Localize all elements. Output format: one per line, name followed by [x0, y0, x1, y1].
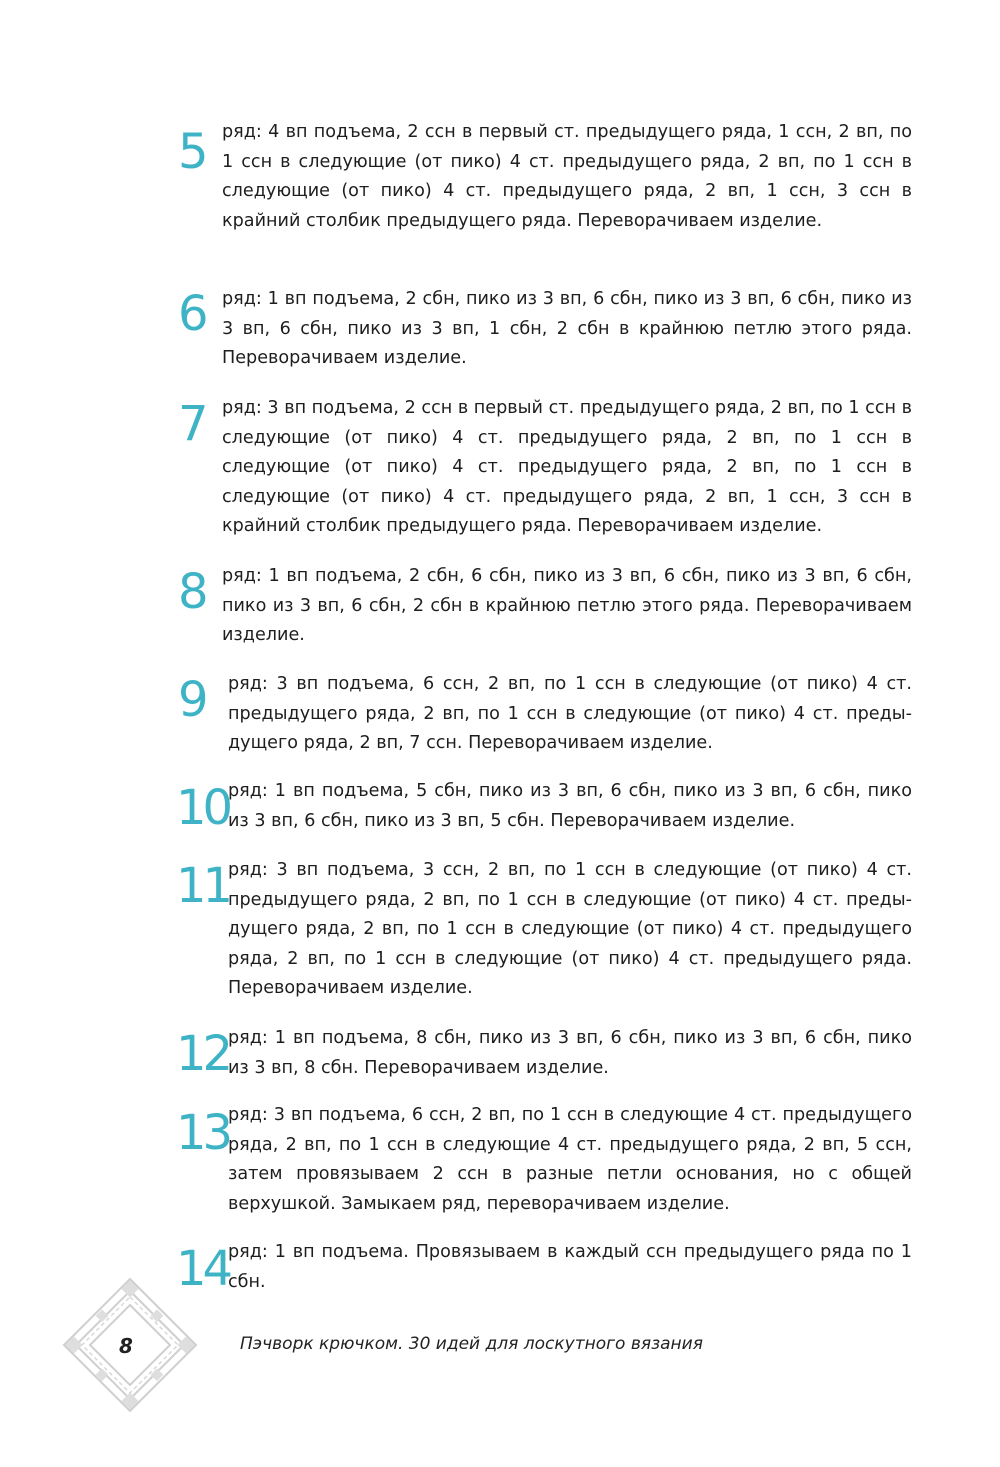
row-number: 12	[176, 1026, 230, 1082]
row-number: 11	[176, 858, 230, 914]
book-title: Пэчворк крючком. 30 идей для лоскутного вязания	[240, 1334, 703, 1354]
page-number: 8	[119, 1334, 133, 1358]
row-number: 10	[176, 780, 230, 836]
row-instructions: ряд: 1 вп подъема. Провязываем в каждый ссн предыдущего ряда по 1 сбн.	[228, 1242, 912, 1292]
row-number: 7	[178, 396, 205, 452]
row-number: 13	[176, 1105, 230, 1161]
row-instructions: ряд: 1 вп подъема, 5 сбн, пико из 3 вп, 6 сбн, пико из 3 вп, 6 сбн, пико из 3 вп, 6 сбн, пико из 3 вп, 5 сбн. Переворачиваем изделие.	[228, 781, 912, 831]
row-instructions: ряд: 3 вп подъема, 6 ссн, 2 вп, по 1 ссн в следующие (от пико) 4 ст. предыдущего ряда, 2 вп, по 1 ссн в следующие (от пико) 4 ст. предыдущего ряда, 2 вп, 7 ссн. Переворачиваем изделие.	[228, 674, 912, 753]
row-number: 5	[178, 124, 205, 180]
row-number: 9	[178, 672, 205, 728]
row-instructions: ряд: 1 вп подъема, 8 сбн, пико из 3 вп, 6 сбн, пико из 3 вп, 6 сбн, пико из 3 вп, 8 сбн. Переворачиваем изделие.	[228, 1028, 912, 1078]
row-number: 8	[178, 564, 205, 620]
row-instructions: ряд: 3 вп подъема, 6 ссн, 2 вп, по 1 ссн в следующие 4 ст. предыдущего ряда, 2 вп, по 1 ссн в следующие 4 ст. предыдущего ряда, 2 вп, 5 ссн, затем провязываем 2 ссн в разные петли основания, но с общей верхушкой. Замыкаем ряд, переворачиваем изделие.	[228, 1105, 912, 1214]
row-instructions: ряд: 1 вп подъема, 2 сбн, 6 сбн, пико из 3 вп, 6 сбн, пико из 3 вп, 6 сбн, пико из 3 вп, 6 сбн, 2 сбн в крайнюю петлю этого ряда. Переворачиваем изделие.	[222, 566, 912, 645]
row-instructions: ряд: 3 вп подъема, 3 ссн, 2 вп, по 1 ссн в следующие (от пико) 4 ст. предыдущего ряда, 2 вп, по 1 ссн в следующие (от пико) 4 ст. предыдущего ряда, 2 вп, по 1 ссн в следующие (от пико) 4 ст. предыдущего ряда, 2 вп, по 1 ссн в следующие (от пико) 4 ст. предыдущего ряда. Переворачиваем изделие.	[228, 860, 912, 998]
row-instructions: ряд: 3 вп подъема, 2 ссн в первый ст. предыдущего ряда, 2 вп, по 1 ссн в следующие (от пико) 4 ст. предыдущего ряда, 2 вп, по 1 ссн в следующие (от пико) 4 ст. предыдущего ряда, 2 вп, по 1 ссн в следующие (от пико) 4 ст. предыдущего ряда, 2 вп, 1 ссн, 3 ссн в крайний столбик предыдущего ряда. Переворачиваем изделие.	[222, 398, 912, 536]
row-number: 6	[178, 286, 205, 342]
row-number: 14	[176, 1241, 230, 1297]
row-instructions: ряд: 4 вп подъема, 2 ссн в первый ст. предыдущего ряда, 1 ссн, 2 вп, по 1 ссн в следующие (от пико) 4 ст. предыдущего ряда, 2 вп, по 1 ссн в следующие (от пико) 4 ст. предыдущего ряда, 2 вп, 1 ссн, 3 ссн в крайний столбик предыдущего ряда. Переворачиваем изделие.	[222, 122, 912, 231]
row-instructions: ряд: 1 вп подъема, 2 сбн, пико из 3 вп, 6 сбн, пико из 3 вп, 6 сбн, пико из 3 вп, 6 сбн, пико из 3 вп, 1 сбн, 2 сбн в крайнюю петлю этого ряда. Переворачиваем изделие.	[222, 289, 912, 368]
